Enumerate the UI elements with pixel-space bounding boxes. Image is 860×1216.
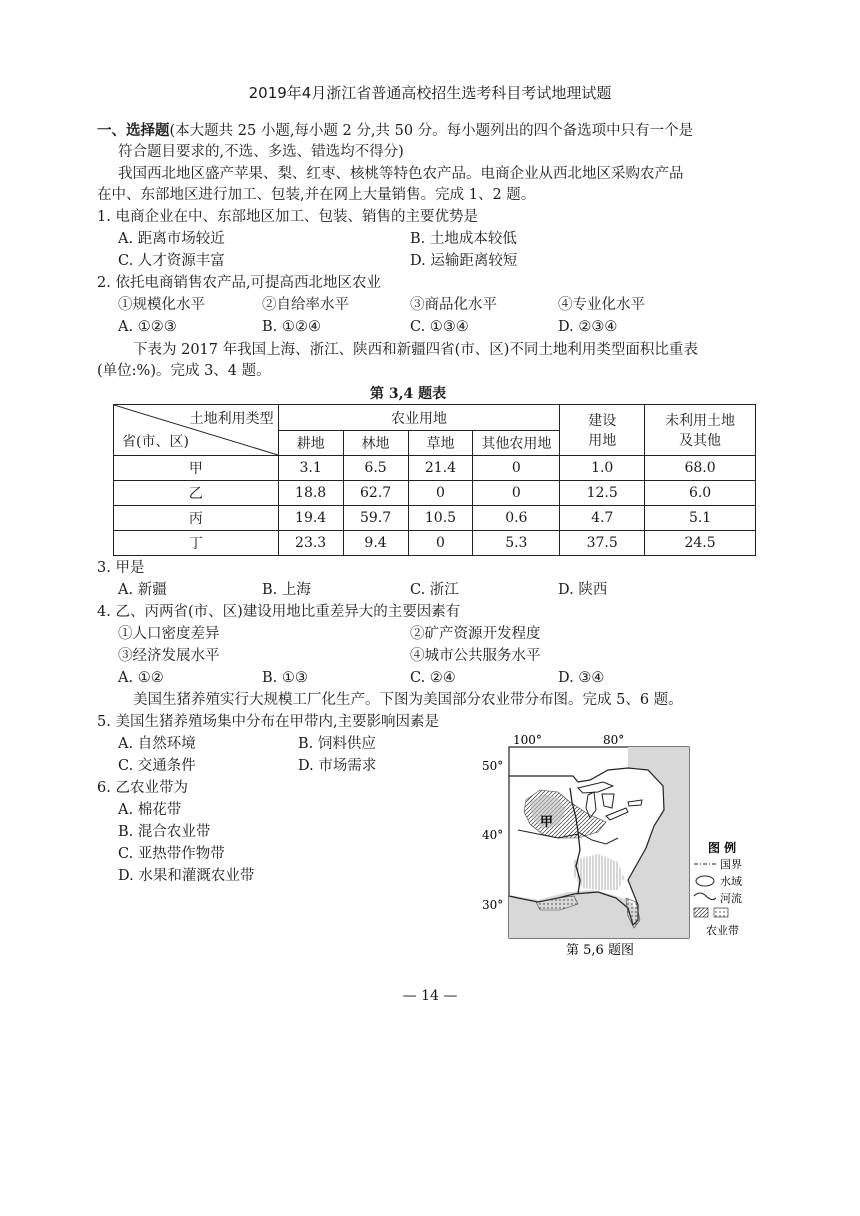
q2-statement-1: ①规模化水平 (118, 297, 205, 313)
q5-option-a[interactable]: A. 自然环境 (118, 736, 196, 752)
table-row-name: 甲 (114, 456, 279, 481)
table-header-unused-line1: 未利用土地 (665, 413, 736, 429)
table-cell: 0 (473, 456, 560, 481)
table-cell: 23.3 (278, 531, 343, 556)
q2-statement-3: ③商品化水平 (410, 297, 497, 313)
table-cell: 4.7 (560, 506, 645, 531)
table-cell: 6.0 (645, 481, 756, 506)
lake-huron (602, 794, 614, 808)
q6-option-d[interactable]: D. 水果和灌溉农业带 (118, 868, 255, 884)
legend-border-label: 国界 (720, 858, 742, 871)
q3-option-c[interactable]: C. 浙江 (410, 582, 459, 598)
q3-option-b[interactable]: B. 上海 (262, 582, 311, 598)
table-header-row (114, 405, 756, 431)
q2-option-d[interactable]: D. ②③④ (558, 319, 618, 335)
q4-statement-1: ①人口密度差异 (118, 626, 220, 642)
table-cell: 12.5 (560, 481, 645, 506)
q1-stem: 1. 电商企业在中、东部地区加工、包装、销售的主要优势是 (97, 209, 478, 225)
table-header-build (560, 405, 645, 456)
table-corner-cell (114, 405, 279, 456)
table-cell: 10.5 (408, 506, 473, 531)
legend-river-label: 河流 (720, 892, 742, 905)
q5-option-b[interactable]: B. 饲料供应 (298, 736, 376, 752)
table-header-build-line2: 用地 (588, 433, 617, 449)
table-header-unused (645, 405, 756, 456)
table-cell: 59.7 (343, 506, 408, 531)
table-row (114, 506, 756, 531)
table-cell: 5.3 (473, 531, 560, 556)
q1-option-b[interactable]: B. 土地成本较低 (410, 231, 517, 247)
table-cell: 1.0 (560, 456, 645, 481)
q4-option-d[interactable]: D. ③④ (558, 670, 605, 686)
q2-option-c[interactable]: C. ①③④ (410, 319, 469, 335)
q2-statement-4: ④专业化水平 (558, 297, 645, 313)
q2-stem: 2. 依托电商销售农产品,可提高西北地区农业 (97, 275, 382, 291)
q6-stem: 6. 乙农业带为 (97, 780, 188, 796)
table-cell: 0 (408, 481, 473, 506)
table-cell: 3.1 (278, 456, 343, 481)
table-subheader-other-agri: 其他农用地 (473, 431, 560, 456)
q2-option-a[interactable]: A. ①②③ (118, 319, 177, 335)
legend-river-icon (694, 893, 716, 900)
legend-water-label: 水域 (720, 875, 742, 888)
zone-jia-label: 甲 (540, 815, 554, 830)
intro-1-2-line2: 在中、东部地区进行加工、包装,并在网上大量销售。完成 1、2 题。 (97, 187, 536, 203)
lat-label-30: 30° (482, 898, 504, 912)
table-cell: 0.6 (473, 506, 560, 531)
legend-zone-hatch-icon (694, 908, 708, 917)
table-row-name: 丁 (114, 531, 279, 556)
q5-stem: 5. 美国生猪养殖场集中分布在甲带内,主要影响因素是 (97, 714, 440, 730)
usa-agriculture-map (478, 730, 768, 960)
table-cell: 0 (408, 531, 473, 556)
page-title: 2019年4月浙江省普通高校招生选考科目考试地理试题 (248, 84, 612, 102)
lat-label-50: 50° (482, 759, 504, 773)
table-cell: 6.5 (343, 456, 408, 481)
q6-option-b[interactable]: B. 混合农业带 (118, 824, 211, 840)
q3-stem: 3. 甲是 (97, 560, 145, 576)
q1-option-c[interactable]: C. 人才资源丰富 (118, 253, 225, 269)
table-row (114, 456, 756, 481)
table-cell: 21.4 (408, 456, 473, 481)
table-caption: 第 3,4 题表 (370, 386, 447, 402)
section-instructions-1: (本大题共 25 小题,每小题 2 分,共 50 分。每小题列出的四个备选项中只有一个是 (169, 123, 694, 139)
table-corner-top-label: 土地利用类型 (189, 411, 274, 427)
table-cell: 24.5 (645, 531, 756, 556)
q2-statement-2: ②自给率水平 (262, 297, 349, 313)
intro-3-4-line2: (单位:%)。完成 3、4 题。 (97, 363, 271, 379)
section-heading: 一、选择题 (97, 122, 170, 139)
intro-1-2-line1: 我国西北地区盛产苹果、梨、红枣、核桃等特色农产品。电商企业从西北地区采购农产品 (118, 166, 684, 182)
q4-option-c[interactable]: C. ②④ (410, 670, 456, 686)
q6-option-c[interactable]: C. 亚热带作物带 (118, 846, 225, 862)
q4-stem: 4. 乙、丙两省(市、区)建设用地比重差异大的主要因素有 (97, 604, 461, 620)
table-cell: 68.0 (645, 456, 756, 481)
table-group-header-agri: 农业用地 (278, 405, 560, 431)
lon-label-100: 100° (513, 733, 542, 747)
section-instructions-2: 符合题目要求的,不选、多选、错选均不得分) (118, 144, 404, 160)
table-row (114, 531, 756, 556)
table-row-name: 丙 (114, 506, 279, 531)
lon-label-80: 80° (603, 733, 625, 747)
q4-option-b[interactable]: B. ①③ (262, 670, 308, 686)
page-number: — 14 — (402, 988, 458, 1004)
table-row (114, 481, 756, 506)
table-subheader-forest: 林地 (343, 431, 408, 456)
table-cell: 62.7 (343, 481, 408, 506)
legend-zone-label: 农业带 (706, 924, 739, 937)
table-cell: 37.5 (560, 531, 645, 556)
lat-label-40: 40° (482, 828, 504, 842)
table-header-unused-line2: 及其他 (679, 433, 722, 449)
q4-option-a[interactable]: A. ①② (118, 670, 164, 686)
section-heading-line (97, 120, 693, 142)
q4-statement-3: ③经济发展水平 (118, 648, 220, 664)
table-cell: 0 (473, 481, 560, 506)
q4-statement-2: ②矿产资源开发程度 (410, 626, 541, 642)
table-subheader-cropland: 耕地 (278, 431, 343, 456)
intro-3-4-line1: 下表为 2017 年我国上海、浙江、陕西和新疆四省(市、区)不同土地利用类型面积比重表 (133, 342, 698, 358)
land-use-table (113, 404, 756, 556)
q3-option-d[interactable]: D. 陕西 (558, 582, 608, 598)
intro-5-6-line1: 美国生猪养殖实行大规模工厂化生产。下图为美国部分农业带分布图。完成 5、6 题。 (133, 692, 683, 708)
q5-option-d[interactable]: D. 市场需求 (298, 758, 377, 774)
legend-water-icon (696, 876, 714, 886)
table-cell: 5.1 (645, 506, 756, 531)
table-corner-bottom-label: 省(市、区) (122, 434, 189, 450)
table-row-name: 乙 (114, 481, 279, 506)
q6-option-a[interactable]: A. 棉花带 (118, 802, 182, 818)
q1-option-d[interactable]: D. 运输距离较短 (410, 253, 518, 269)
map-caption: 第 5,6 题图 (566, 943, 634, 958)
q1-option-a[interactable]: A. 距离市场较近 (118, 231, 225, 247)
table-cell: 18.8 (278, 481, 343, 506)
table-cell: 9.4 (343, 531, 408, 556)
table-header-build-line1: 建设 (588, 413, 617, 429)
table-subheader-grass: 草地 (408, 431, 473, 456)
legend-zone-dot-icon (714, 908, 728, 917)
q5-option-c[interactable]: C. 交通条件 (118, 758, 196, 774)
q2-option-b[interactable]: B. ①②④ (262, 319, 321, 335)
q3-option-a[interactable]: A. 新疆 (118, 582, 167, 598)
table-cell: 19.4 (278, 506, 343, 531)
legend-title: 图 例 (708, 841, 737, 855)
q4-statement-4: ④城市公共服务水平 (410, 648, 541, 664)
